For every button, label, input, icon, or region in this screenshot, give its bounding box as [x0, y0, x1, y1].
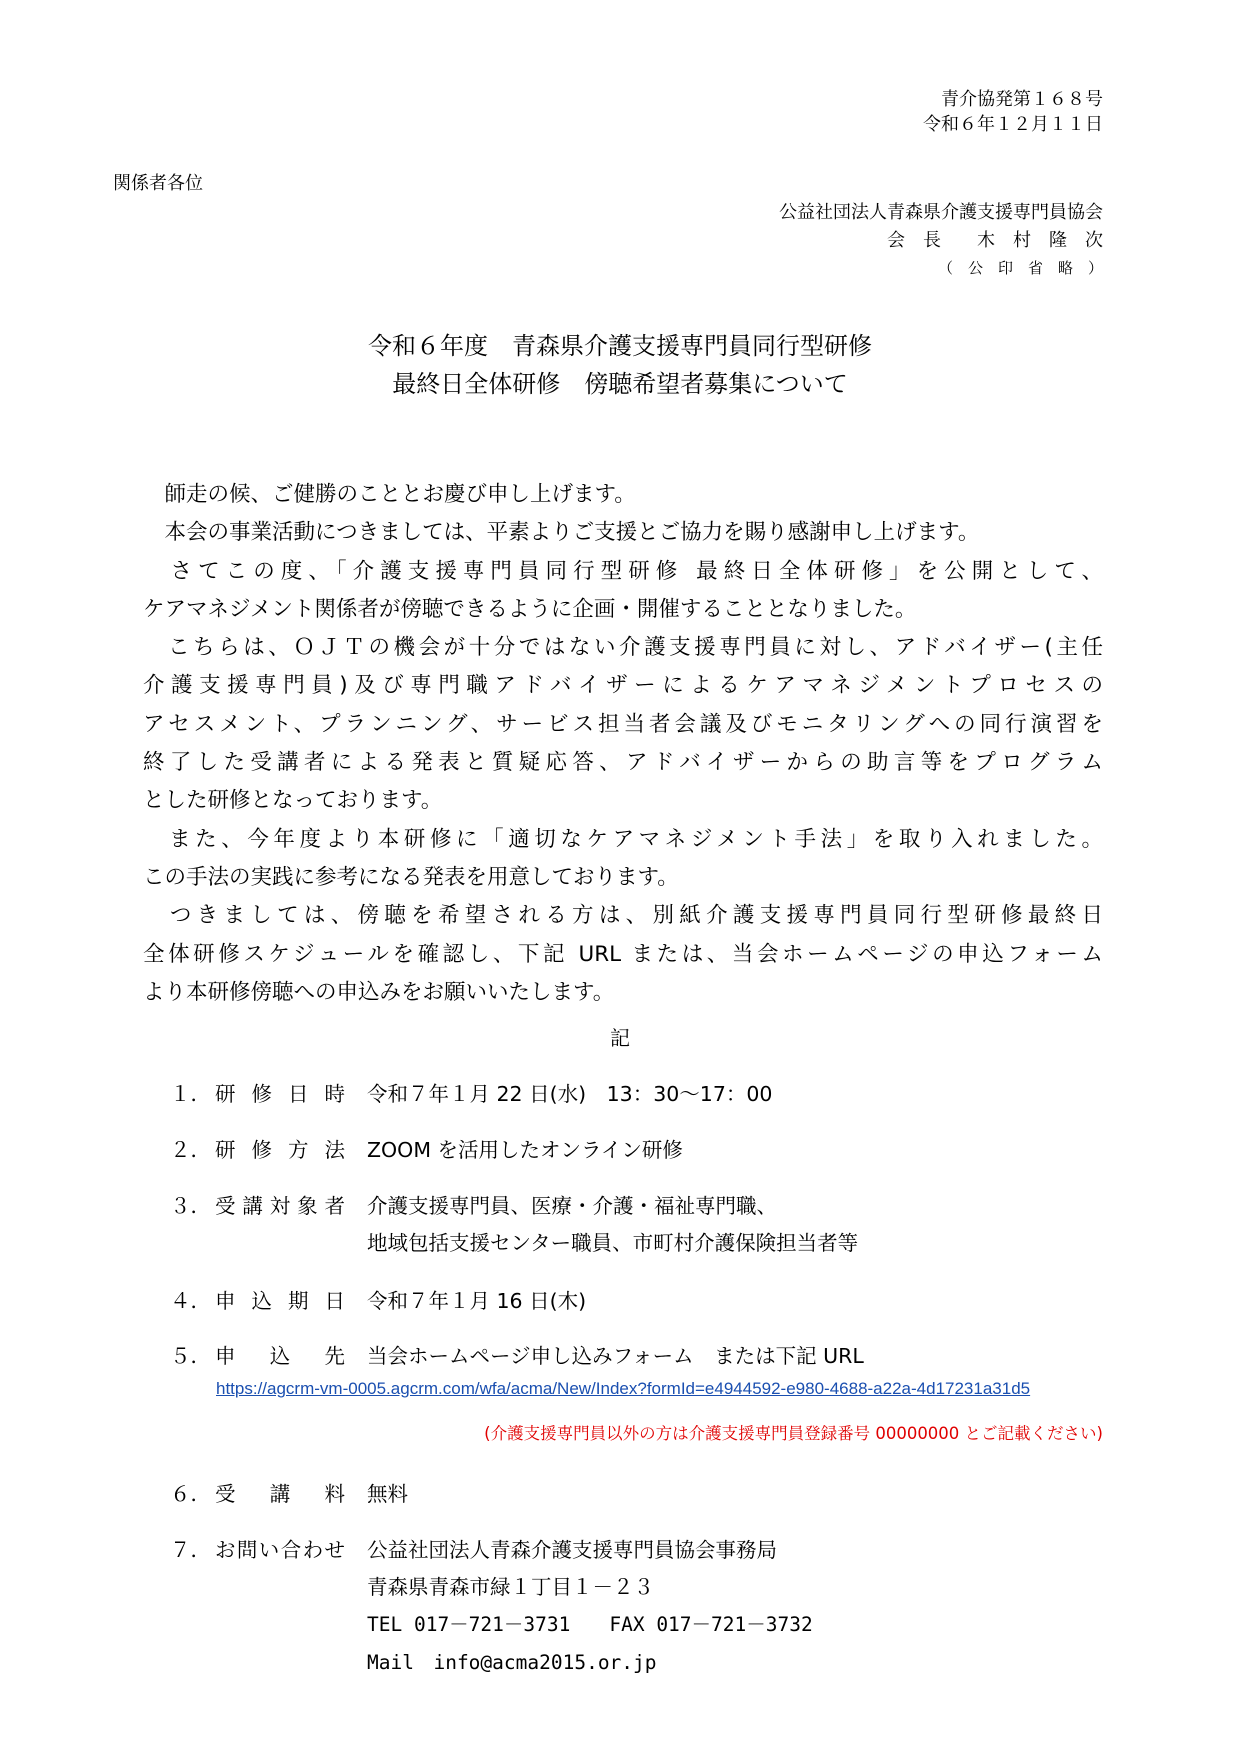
body-line: 介護支援専門員)及び専門職アドバイザーによるケアマネジメントプロセスの	[143, 673, 1103, 699]
item-value-contact-address: 青森県青森市緑１丁目１－２３	[367, 1575, 654, 1599]
body-line: この手法の実践に参考になる発表を用意しております。	[143, 864, 679, 890]
body-line: ケアマネジメント関係者が傍聴できるように企画・開催することとなりました。	[143, 596, 917, 622]
document-number: 青介協発第１６８号	[941, 89, 1103, 110]
item-value-contact-mail[interactable]: Mail info@acma2015.or.jp	[367, 1651, 657, 1674]
item-number: ４．	[170, 1289, 211, 1313]
item-value-application: 当会ホームページ申し込みフォーム または下記 URL	[367, 1344, 864, 1368]
issuer-president: 会 長 木 村 隆 次	[887, 230, 1103, 251]
body-line: こちらは、ＯＪＴの機会が十分ではない介護支援専門員に対し、アドバイザー(主任	[143, 635, 1103, 661]
item-value-contact-org: 公益社団法人青森介護支援専門員協会事務局	[367, 1538, 777, 1562]
body-line: アセスメント、プランニング、サービス担当者会議及びモニタリングへの同行演習を	[143, 711, 1103, 737]
item-value-target-line2: 地域包括支援センター職員、市町村介護保険担当者等	[367, 1231, 859, 1255]
addressee: 関係者各位	[113, 173, 203, 194]
item-value-contact-phone-fax: TEL 017－721－3731 FAX 017－721－3732	[367, 1613, 813, 1636]
body-line: より本研修傍聴への申込みをお願いいたします。	[143, 979, 615, 1005]
body-line: 全体研修スケジュールを確認し、下記 URL または、当会ホームページの申込フォーム	[143, 941, 1103, 967]
item-label-deadline: 申込期日	[215, 1289, 345, 1313]
item-number: ６．	[170, 1482, 211, 1506]
seal-omitted-note: （ 公 印 省 略 ）	[937, 259, 1103, 277]
item-label-datetime: 研修日時	[215, 1082, 345, 1106]
item-number: ３．	[170, 1194, 211, 1218]
item-value-datetime: 令和７年１月 22 日(水) 13：30〜17：00	[367, 1082, 773, 1106]
registration-number-note: (介護支援専門員以外の方は介護支援専門員登録番号 00000000 とご記載ください)	[484, 1424, 1103, 1443]
item-number: ７．	[170, 1538, 211, 1562]
body-line: つきましては、傍聴を希望される方は、別紙介護支援専門員同行型研修最終日	[143, 903, 1103, 929]
body-line: とした研修となっております。	[143, 788, 443, 814]
application-form-link[interactable]: https://agcrm-vm-0005.agcrm.com/wfa/acma/New/Index?formId=e4944592-e980-4688-a22a-4d17231a31d5	[216, 1379, 1031, 1398]
item-value-fee: 無料	[367, 1482, 408, 1506]
item-label-application: 申込先	[215, 1344, 345, 1368]
ki-heading: 記	[610, 1026, 630, 1050]
issue-date: 令和６年１２月１１日	[923, 114, 1103, 135]
body-line: 本会の事業活動につきましては、平素よりご支援とご協力を賜り感謝申し上げます。	[143, 520, 980, 546]
item-label-method: 研修方法	[215, 1138, 345, 1162]
item-value-method: ZOOM を活用したオンライン研修	[367, 1138, 683, 1162]
item-label-contact: お問い合わせ	[215, 1538, 345, 1562]
item-label-fee: 受講料	[215, 1482, 345, 1506]
body-line: また、今年度より本研修に「適切なケアマネジメント手法」を取り入れました。	[143, 826, 1103, 852]
body-line: 師走の候、ご健勝のこととお慶び申し上げます。	[143, 482, 636, 507]
item-number: ５．	[170, 1344, 211, 1368]
item-label-target: 受講対象者	[215, 1194, 345, 1218]
item-number: ２．	[170, 1138, 211, 1162]
body-text	[143, 476, 1103, 1012]
issuer-organization: 公益社団法人青森県介護支援専門員協会	[779, 202, 1103, 223]
document-title-line1: 令和６年度 青森県介護支援専門員同行型研修	[368, 332, 872, 360]
item-number: １．	[170, 1082, 211, 1106]
body-line: 終了した受講者による発表と質疑応答、アドバイザーからの助言等をプログラム	[143, 750, 1103, 776]
body-line: さてこの度、「介護支援専門員同行型研修 最終日全体研修」を公開として、	[143, 558, 1103, 584]
document-title-line2: 最終日全体研修 傍聴希望者募集について	[392, 370, 848, 398]
item-value-deadline: 令和７年１月 16 日(木)	[367, 1289, 587, 1313]
item-value-target: 介護支援専門員、医療・介護・福祉専門職、	[367, 1194, 777, 1218]
